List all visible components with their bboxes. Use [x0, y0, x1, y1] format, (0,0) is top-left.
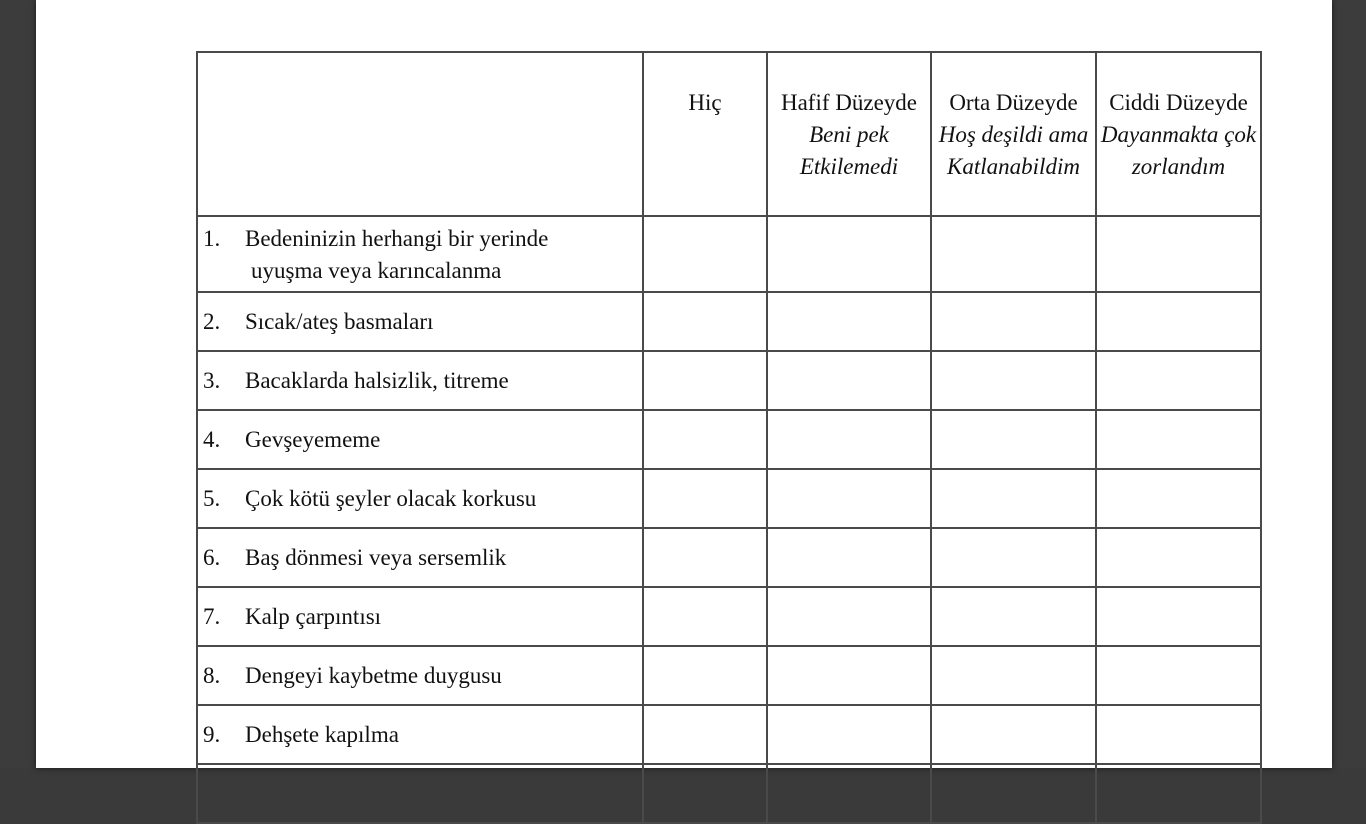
answer-cell-orta[interactable] — [931, 410, 1096, 469]
header-hic — [643, 52, 767, 216]
item-cell — [197, 528, 643, 587]
table-row — [197, 646, 1261, 705]
header-ciddi-label: Ciddi Düzeyde — [1109, 90, 1248, 115]
header-ciddi — [1096, 52, 1261, 216]
answer-cell-orta[interactable] — [931, 292, 1096, 351]
answer-cell-orta[interactable] — [931, 764, 1096, 823]
table-row — [197, 469, 1261, 528]
answer-cell-hafif[interactable] — [767, 292, 931, 351]
answer-cell-orta[interactable] — [931, 351, 1096, 410]
header-orta-desc: Hoş deşildi ama Katlanabildim — [938, 122, 1089, 179]
answer-cell-hafif[interactable] — [767, 216, 931, 292]
answer-cell-ciddi[interactable] — [1096, 216, 1261, 292]
answer-cell-hic[interactable] — [643, 587, 767, 646]
table-row — [197, 528, 1261, 587]
answer-cell-ciddi[interactable] — [1096, 764, 1261, 823]
list-item — [198, 483, 642, 515]
answer-cell-orta[interactable] — [931, 216, 1096, 292]
table-row — [197, 705, 1261, 764]
answer-cell-hafif[interactable] — [767, 469, 931, 528]
item-number: 9. — [203, 721, 221, 747]
item-number: 6. — [203, 544, 221, 570]
item-cell — [197, 351, 643, 410]
answer-cell-hic[interactable] — [643, 292, 767, 351]
answer-cell-orta[interactable] — [931, 705, 1096, 764]
answer-cell-hafif[interactable] — [767, 646, 931, 705]
item-number: 4. — [203, 426, 221, 452]
answer-cell-hafif[interactable] — [767, 764, 931, 823]
item-text-line2: uyuşma veya karıncalanma — [251, 258, 502, 283]
item-number: 8. — [203, 662, 221, 688]
answer-cell-ciddi[interactable] — [1096, 469, 1261, 528]
header-hafif — [767, 52, 931, 216]
item-text-continuation — [198, 255, 642, 287]
list-item — [198, 306, 642, 338]
item-text: Bacaklarda halsizlik, titreme — [245, 367, 509, 393]
answer-cell-ciddi[interactable] — [1096, 351, 1261, 410]
list-item — [198, 223, 642, 255]
item-cell — [197, 292, 643, 351]
answer-cell-ciddi[interactable] — [1096, 705, 1261, 764]
answer-cell-ciddi[interactable] — [1096, 292, 1261, 351]
answer-cell-hic[interactable] — [643, 410, 767, 469]
answer-cell-ciddi[interactable] — [1096, 587, 1261, 646]
header-hafif-desc: Beni pek Etkilemedi — [799, 122, 899, 179]
item-cell — [197, 764, 643, 823]
table-row — [197, 216, 1261, 292]
item-cell — [197, 587, 643, 646]
item-cell — [197, 216, 643, 292]
answer-cell-hafif[interactable] — [767, 528, 931, 587]
header-empty-cell — [197, 52, 643, 216]
item-text: Bedeninizin herhangi bir yerinde — [245, 226, 549, 251]
table-row — [197, 587, 1261, 646]
item-cell — [197, 705, 643, 764]
table-row — [197, 292, 1261, 351]
header-hafif-label: Hafif Düzeyde — [780, 90, 917, 115]
table-row — [197, 351, 1261, 410]
header-orta-label: Orta Düzeyde — [949, 90, 1078, 115]
list-item — [198, 660, 642, 692]
answer-cell-orta[interactable] — [931, 646, 1096, 705]
header-hic-label: Hiç — [688, 90, 722, 115]
answer-cell-hafif[interactable] — [767, 705, 931, 764]
answer-cell-hic[interactable] — [643, 351, 767, 410]
item-number: 1. — [203, 226, 221, 251]
header-orta — [931, 52, 1096, 216]
header-ciddi-desc: Dayanmakta çok zorlandım — [1100, 122, 1257, 179]
answer-cell-hic[interactable] — [643, 646, 767, 705]
item-text: Dengeyi kaybetme duygusu — [245, 662, 502, 688]
item-number: 7. — [203, 603, 221, 629]
answer-cell-hafif[interactable] — [767, 351, 931, 410]
item-text: Sıcak/ateş basmaları — [245, 308, 434, 334]
list-item — [198, 365, 642, 397]
answer-cell-orta[interactable] — [931, 587, 1096, 646]
list-item — [198, 542, 642, 574]
answer-cell-hic[interactable] — [643, 216, 767, 292]
answer-cell-hic[interactable] — [643, 764, 767, 823]
answer-cell-orta[interactable] — [931, 469, 1096, 528]
answer-cell-hafif[interactable] — [767, 410, 931, 469]
item-text: Çok kötü şeyler olacak korkusu — [245, 485, 537, 511]
item-text: Baş dönmesi veya sersemlik — [245, 544, 507, 570]
symptom-scale-table — [196, 51, 1262, 824]
list-item — [198, 424, 642, 456]
answer-cell-ciddi[interactable] — [1096, 410, 1261, 469]
item-cell — [197, 410, 643, 469]
table-header-row — [197, 52, 1261, 216]
list-item — [198, 601, 642, 633]
item-text: Kalp çarpıntısı — [245, 603, 382, 629]
list-item — [198, 719, 642, 751]
item-cell — [197, 646, 643, 705]
answer-cell-ciddi[interactable] — [1096, 646, 1261, 705]
answer-cell-hic[interactable] — [643, 469, 767, 528]
item-text: Gevşeyememe — [245, 426, 381, 452]
document-page — [36, 0, 1332, 768]
answer-cell-ciddi[interactable] — [1096, 528, 1261, 587]
answer-cell-hic[interactable] — [643, 528, 767, 587]
item-number: 2. — [203, 308, 221, 334]
item-cell — [197, 469, 643, 528]
item-number: 5. — [203, 485, 221, 511]
answer-cell-hic[interactable] — [643, 705, 767, 764]
answer-cell-orta[interactable] — [931, 528, 1096, 587]
item-text: Dehşete kapılma — [245, 721, 399, 747]
table-row-partial — [197, 764, 1261, 823]
item-number: 3. — [203, 367, 221, 393]
table-row — [197, 410, 1261, 469]
answer-cell-hafif[interactable] — [767, 587, 931, 646]
